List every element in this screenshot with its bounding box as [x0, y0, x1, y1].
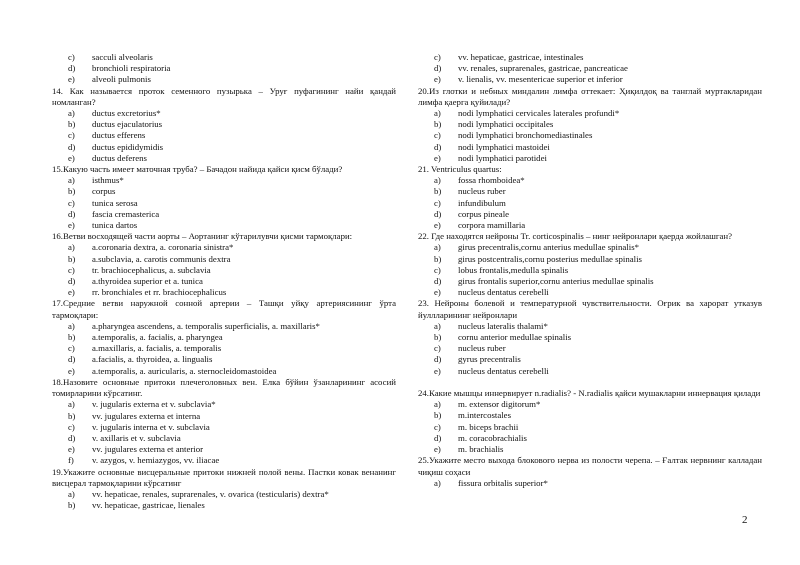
answer-option [52, 175, 396, 186]
answer-option [52, 119, 396, 130]
answer-option [52, 242, 396, 253]
answer-option [418, 242, 762, 253]
option-text: vv. hepaticae, renales, suprarenales, v. ovarica (testicularis) dextra* [92, 488, 329, 499]
option-text: v. jugularis interna et v. subclavia [92, 421, 210, 432]
option-text: nodi lymphatici parotidei [458, 152, 547, 163]
option-letter: d) [434, 276, 442, 287]
option-letter: e) [434, 152, 441, 163]
option-letter: b) [68, 253, 76, 264]
option-text: gyrus precentralis [458, 354, 521, 365]
option-letter: c) [68, 130, 75, 141]
answer-option [418, 52, 762, 63]
option-text: a.coronaria dextra, a. coronaria sinistra* [92, 242, 234, 253]
question-text: 15.Какую часть имеет маточная труба? – Бачадон найида қайси қисм бўлади? [52, 164, 343, 175]
question-text: 14. Как называется проток семенного пузырька – Уруғ пуфагининг найи қандай номланган? [52, 85, 396, 107]
option-letter: b) [68, 332, 76, 343]
option-letter: c) [68, 264, 75, 275]
answer-option [418, 399, 762, 410]
option-text: ductus deferens [92, 152, 147, 163]
option-text: corpora mamillaria [458, 220, 526, 231]
question-text: 22. Где находятся нейроны Tr. corticospinalis – нинг нейронлари қаерда жойлашган? [418, 231, 733, 242]
option-letter: a) [434, 320, 441, 331]
option-text: infundibulum [458, 197, 506, 208]
answer-option [418, 63, 762, 74]
answer-option [418, 209, 762, 220]
option-text: a.pharyngea ascendens, a. temporalis superficialis, a. maxillaris* [92, 320, 320, 331]
option-letter: c) [68, 343, 75, 354]
option-letter: d) [68, 208, 76, 219]
option-text: v. lienalis, vv. mesentericae superior et inferior [458, 74, 623, 85]
option-text: a.thyroidea superior et a. tunica [92, 276, 203, 287]
answer-option [418, 422, 762, 433]
answer-option [52, 142, 396, 153]
option-text: girus precentralis,cornu anterius medullae spinalis* [458, 242, 640, 253]
answer-option [52, 422, 396, 433]
answer-option [52, 343, 396, 354]
option-text: vv. jugulares externa et interna [92, 410, 201, 421]
option-letter: e) [434, 365, 441, 376]
question-text: 25.Укажите место выхода блокового нерва из полости черепа. – Ғалтак нервнинг калладан чиқиш соҳаси [418, 455, 762, 477]
answer-option [418, 433, 762, 444]
answer-option [52, 186, 396, 197]
option-letter: e) [434, 287, 441, 298]
answer-option [52, 321, 396, 332]
answer-option [418, 254, 762, 265]
question-text: 23. Нейроны болевой и температурной чувствительности. Оғрик ва харорат утказув йуллларининг нейронлари [418, 298, 762, 320]
question-text: 21. Ventriculus quartus: [418, 164, 502, 175]
option-letter: b) [68, 500, 76, 511]
answer-option [52, 500, 396, 511]
answer-option [418, 321, 762, 332]
option-letter: c) [68, 52, 75, 62]
answer-option [418, 186, 762, 197]
option-letter: c) [434, 52, 441, 62]
option-text: tr. brachiocephalicus, a. subclavia [92, 264, 211, 275]
option-letter: e) [434, 220, 441, 231]
answer-option [418, 444, 762, 455]
option-text: vv. renales, suprarenales, gastricae, pancreaticae [458, 63, 628, 74]
right-column [418, 52, 762, 489]
option-letter: e) [68, 444, 75, 455]
option-text: a.maxillaris, a. facialis, a. temporalis [92, 343, 222, 354]
option-letter: a) [68, 242, 75, 253]
option-letter: d) [434, 141, 442, 152]
option-letter: f) [68, 455, 74, 466]
option-text: a.subclavia, a. carotis communis dextra [92, 253, 231, 264]
option-text: girus postcentralis,cornu posterius medullae spinalis [458, 253, 642, 264]
option-text: a.temporalis, a. auricularis, a. sternocleidomastoidea [92, 365, 277, 376]
option-text: ductus excretorius* [92, 108, 161, 119]
option-letter: b) [434, 253, 442, 264]
option-letter: b) [68, 119, 76, 130]
answer-option [52, 489, 396, 500]
answer-option [52, 52, 396, 63]
answer-option [418, 130, 762, 141]
answer-option [52, 444, 396, 455]
option-letter: a) [434, 242, 441, 253]
answer-option [418, 276, 762, 287]
option-letter: d) [68, 63, 76, 74]
option-text: nucleus dentatus cerebelli [458, 365, 549, 376]
answer-option [418, 108, 762, 119]
option-text: alveoli pulmonis [92, 74, 151, 85]
answer-option [418, 354, 762, 365]
left-column [52, 52, 396, 511]
option-letter: d) [68, 354, 76, 365]
answer-option [52, 153, 396, 164]
option-text: vv. hepaticae, gastricae, intestinales [458, 52, 584, 62]
option-letter: b) [434, 186, 442, 197]
option-letter: d) [434, 63, 442, 74]
option-text: ductus epididymidis [92, 141, 164, 152]
option-letter: e) [68, 220, 75, 231]
option-letter: d) [68, 432, 76, 443]
option-letter: c) [68, 197, 75, 208]
answer-option [52, 354, 396, 365]
answer-option [52, 276, 396, 287]
option-letter: d) [434, 432, 442, 443]
option-letter: d) [68, 276, 76, 287]
blank-line [418, 377, 762, 388]
answer-option [418, 142, 762, 153]
answer-option [418, 153, 762, 164]
option-letter: d) [434, 354, 442, 365]
question-text: 17.Средние ветви наружной сонной артерии – Ташқи уйқу артериясининг ўрта тармоқлари: [52, 298, 396, 320]
option-text: v. axillaris et v. subclavia [92, 432, 181, 443]
answer-option [418, 220, 762, 231]
option-letter: c) [434, 343, 441, 354]
option-letter: e) [434, 444, 441, 455]
option-text: vv. jugulares externa et anterior [92, 444, 204, 455]
option-text: bronchioli respiratoria [92, 63, 171, 74]
answer-option [418, 343, 762, 354]
option-letter: e) [434, 74, 441, 85]
answer-option [418, 119, 762, 130]
option-text: isthmus* [92, 175, 124, 186]
option-text: ductus ejaculatorius [92, 119, 163, 130]
option-text: cornu anterior medullae spinalis [458, 332, 572, 343]
answer-option [418, 332, 762, 343]
option-letter: a) [434, 399, 441, 410]
option-text: nucleus dentatus cerebelli [458, 287, 549, 298]
option-text: v. azygos, v. hemiazygos, vv. iliacae [92, 455, 220, 466]
answer-option [52, 332, 396, 343]
option-text: m.intercostales [458, 410, 512, 421]
answer-option [52, 198, 396, 209]
option-letter: e) [68, 365, 75, 376]
option-text: fascia cremasterica [92, 208, 160, 219]
option-text: girus frontalis superior,cornu anterius medullae spinalis [458, 276, 654, 287]
option-text: corpus [92, 186, 116, 197]
option-text: lobus frontalis,medulla spinalis [458, 264, 569, 275]
option-letter: a) [434, 108, 441, 119]
option-text: nucleus ruber [458, 186, 506, 197]
answer-option [418, 74, 762, 85]
option-letter: b) [434, 410, 442, 421]
question-text: 16.Ветви восходящей части аорты – Аортанинг кўтарилувчи қисми тармоқлари: [52, 231, 353, 242]
answer-option [52, 108, 396, 119]
answer-option [418, 287, 762, 298]
option-letter: d) [68, 141, 76, 152]
option-letter: e) [68, 287, 75, 298]
option-text: v. jugularis externa et v. subclavia* [92, 399, 216, 410]
option-text: nodi lymphatici cervicales laterales profundi* [458, 108, 620, 119]
answer-option [52, 455, 396, 466]
question-text: 19.Укажите основные висцеральные притоки нижней полой вены. Пастки ковак венанинг висцерал тармоқларини кўрсатинг [52, 466, 396, 488]
option-letter: e) [68, 74, 75, 85]
option-text: nodi lymphatici occipitales [458, 119, 554, 130]
option-letter: b) [434, 332, 442, 343]
option-letter: a) [434, 175, 441, 186]
option-letter: c) [434, 421, 441, 432]
answer-option [52, 366, 396, 377]
option-letter: c) [68, 421, 75, 432]
option-text: nodi lymphatici bronchomediastinales [458, 130, 593, 141]
answer-option [52, 63, 396, 74]
page-number: 2 [742, 514, 748, 526]
option-text: fissura orbitalis superior* [458, 477, 548, 488]
option-letter: a) [68, 175, 75, 186]
option-letter: e) [68, 152, 75, 163]
option-text: sacculi alveolaris [92, 52, 153, 62]
option-letter: c) [434, 197, 441, 208]
answer-option [52, 220, 396, 231]
question-text: 20.Из глотки и небных миндалин лимфа оттекает: Ҳиқилдоқ ва танглай муртакларидан лимфа қаерга қуйилади? [418, 85, 762, 107]
answer-option [52, 74, 396, 85]
option-text: m. coracobrachialis [458, 432, 527, 443]
answer-option [52, 130, 396, 141]
option-text: a.facialis, a. thyroidea, a. lingualis [92, 354, 213, 365]
answer-option [52, 287, 396, 298]
option-text: vv. hepaticae, gastricae, lienales [92, 500, 205, 511]
option-letter: a) [68, 320, 75, 331]
option-letter: c) [434, 264, 441, 275]
option-letter: a) [68, 108, 75, 119]
answer-option [52, 254, 396, 265]
answer-option [418, 366, 762, 377]
answer-option [418, 478, 762, 489]
answer-option [418, 175, 762, 186]
option-text: ductus efferens [92, 130, 146, 141]
question-text: 18.Назовите основные притоки плечеголовных вен. Елка бўйин ўзанларининг асосий томирларини кўрсатинг. [52, 376, 396, 399]
option-letter: a) [68, 488, 75, 499]
answer-option [52, 399, 396, 410]
option-text: rr. bronchiales et rr. brachiocephalicus [92, 287, 227, 298]
option-letter: a) [68, 399, 75, 410]
answer-option [52, 433, 396, 444]
option-letter: b) [68, 186, 76, 197]
option-text: nodi lymphatici mastoidei [458, 141, 550, 152]
option-text: tunica dartos [92, 220, 138, 231]
option-letter: c) [434, 130, 441, 141]
option-text: a.temporalis, a. facialis, a. pharyngea [92, 332, 223, 343]
answer-option [52, 265, 396, 276]
answer-option [418, 265, 762, 276]
option-letter: b) [434, 119, 442, 130]
option-text: nucleus lateralis thalami* [458, 320, 548, 331]
option-text: m. extensor digitorum* [458, 399, 541, 410]
option-letter: b) [68, 410, 76, 421]
answer-option [418, 198, 762, 209]
option-text: m. brachialis [458, 444, 504, 455]
option-letter: d) [434, 208, 442, 219]
option-letter: a) [434, 477, 441, 488]
answer-option [418, 410, 762, 421]
option-text: tunica serosa [92, 197, 138, 208]
option-text: fossa rhomboidea* [458, 175, 525, 186]
answer-option [52, 209, 396, 220]
option-text: m. biceps brachii [458, 421, 519, 432]
answer-option [52, 411, 396, 422]
question-text: 24.Какие мышцы иннервирует n.radialis? - N.radialis қайси мушакларни иннервация қилади [418, 388, 761, 399]
option-text: nucleus ruber [458, 343, 506, 354]
option-text: corpus pineale [458, 208, 510, 219]
